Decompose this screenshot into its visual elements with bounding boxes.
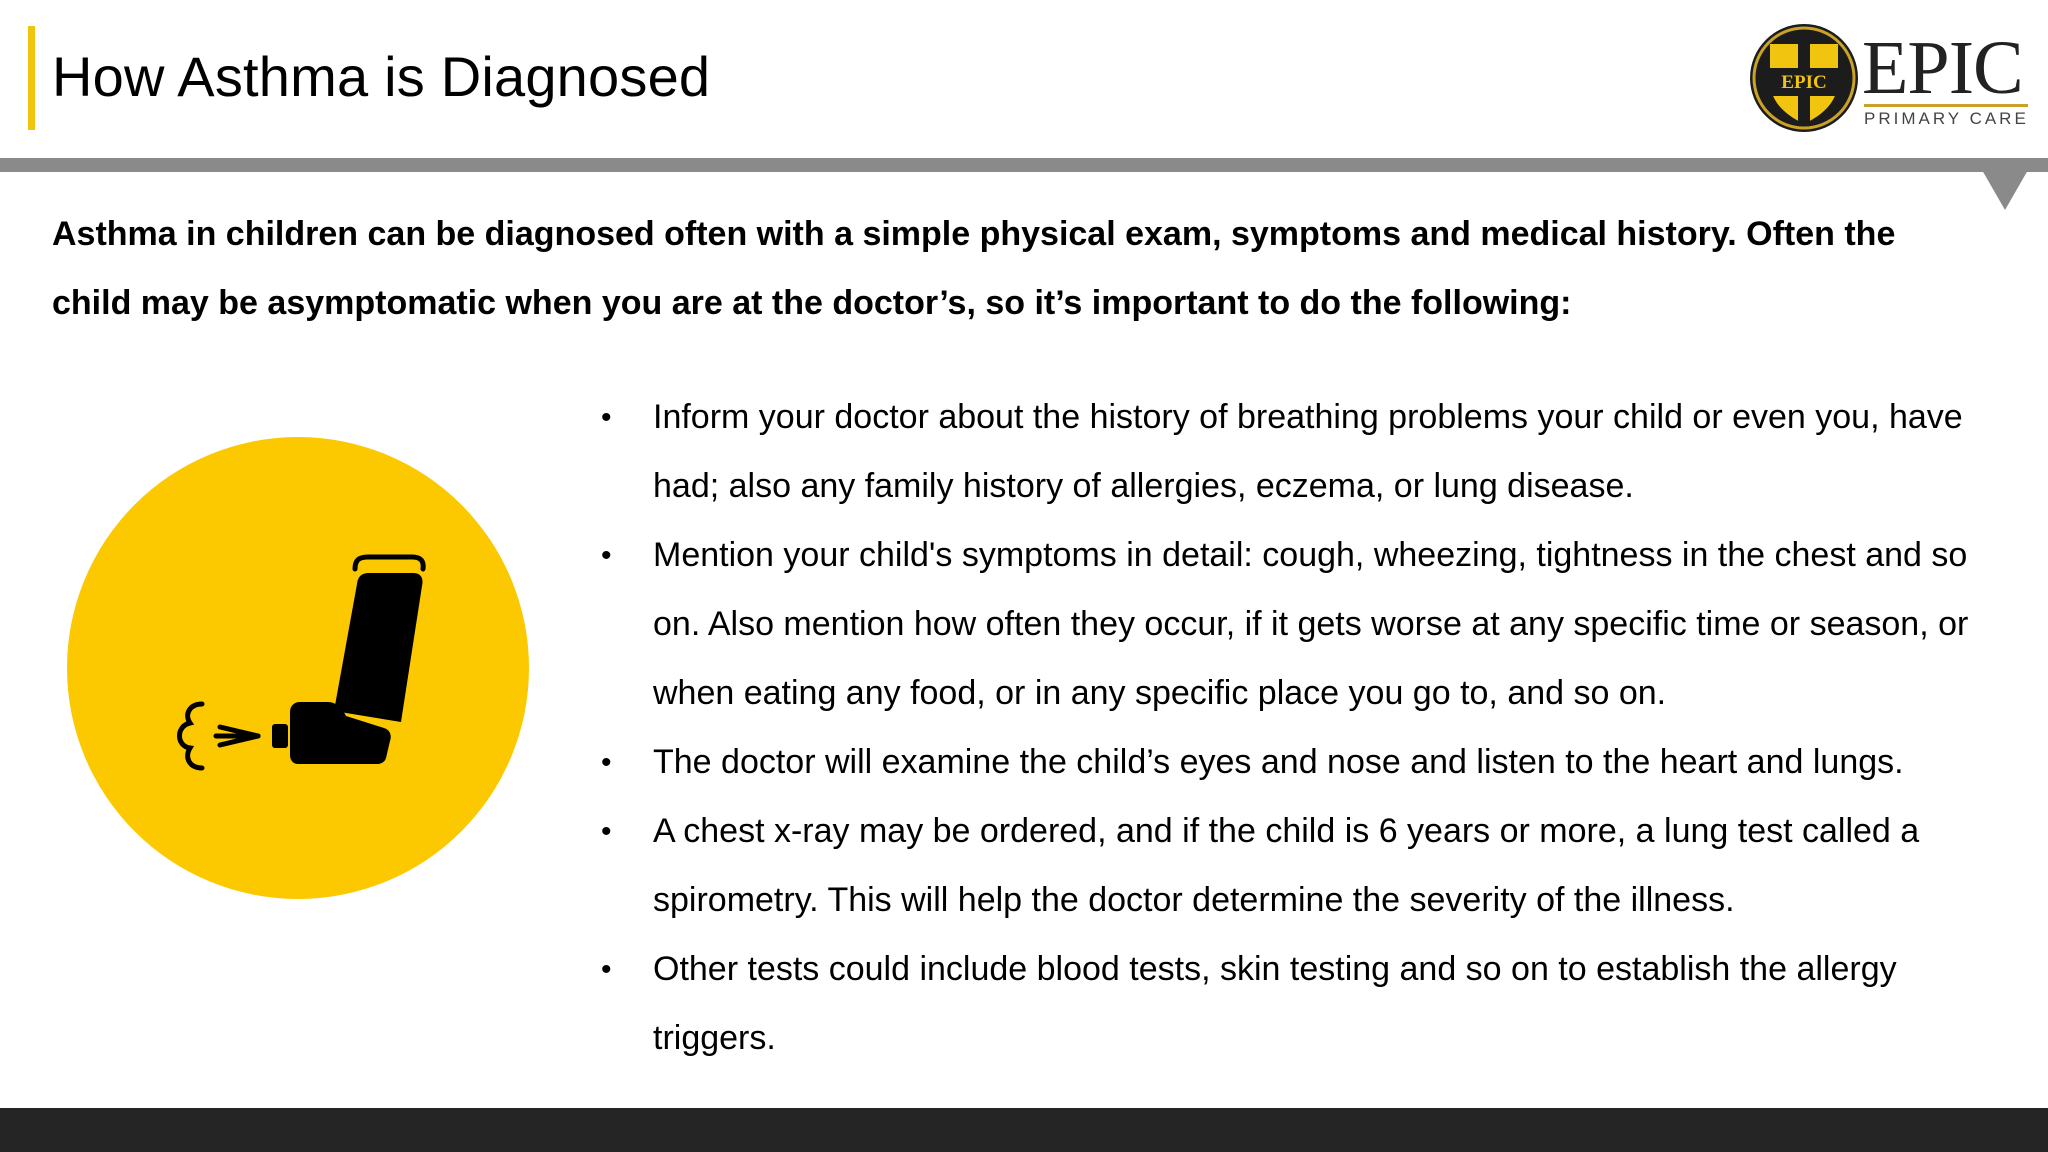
bullet-text: Inform your doctor about the history of breathing problems your child or even you, have had; also any family history of allergies, eczema, or lung disease. [653, 398, 1963, 505]
bullet-dot: • [601, 953, 612, 986]
intro-text: Asthma in children can be diagnosed often with a simple physical exam, symptoms and medical history. Often the child may be asymptomatic when you are at the doctor’s, so it’s important to do the following: [52, 215, 1896, 322]
header-divider-bar [0, 158, 2048, 172]
inhaler-icon [66, 436, 530, 900]
list-item [596, 521, 2016, 728]
list-item [596, 383, 2016, 521]
emblem-text: EPIC [1781, 72, 1827, 93]
bullet-text: Mention your child's symptoms in detail: cough, wheezing, tightness in the chest and so on. Also mention how often they occur, if it gets worse at any specific time or season, or when eating any food, or in any specific place you go to, and so on. [653, 536, 1969, 712]
bullet-text: The doctor will examine the child’s eyes and nose and listen to the heart and lungs. [653, 743, 1904, 781]
bullet-dot: • [601, 401, 612, 434]
list-item [596, 728, 2016, 797]
header-pointer-icon [1982, 170, 2028, 210]
slide-title: How Asthma is Diagnosed [52, 45, 711, 108]
title-accent-bar [28, 26, 35, 130]
bullet-dot: • [601, 815, 612, 848]
list-item [596, 797, 2016, 935]
shield-emblem-icon [1748, 22, 1860, 134]
bullet-list [596, 383, 2016, 1073]
footer-bar [0, 1108, 2048, 1152]
bullet-text: A chest x-ray may be ordered, and if the child is 6 years or more, a lung test called a spirometry. This will help the doctor determine the severity of the illness. [653, 812, 1920, 919]
illustration-circle [67, 437, 529, 899]
list-item [596, 935, 2016, 1073]
bullet-dot: • [601, 746, 612, 779]
bullet-dot: • [601, 539, 612, 572]
logo-wordmark: EPIC [1862, 26, 2023, 110]
epic-logo [1748, 22, 2028, 134]
bullet-text: Other tests could include blood tests, skin testing and so on to establish the allergy triggers. [653, 950, 1897, 1057]
logo-tagline: PRIMARY CARE [1864, 104, 2028, 129]
